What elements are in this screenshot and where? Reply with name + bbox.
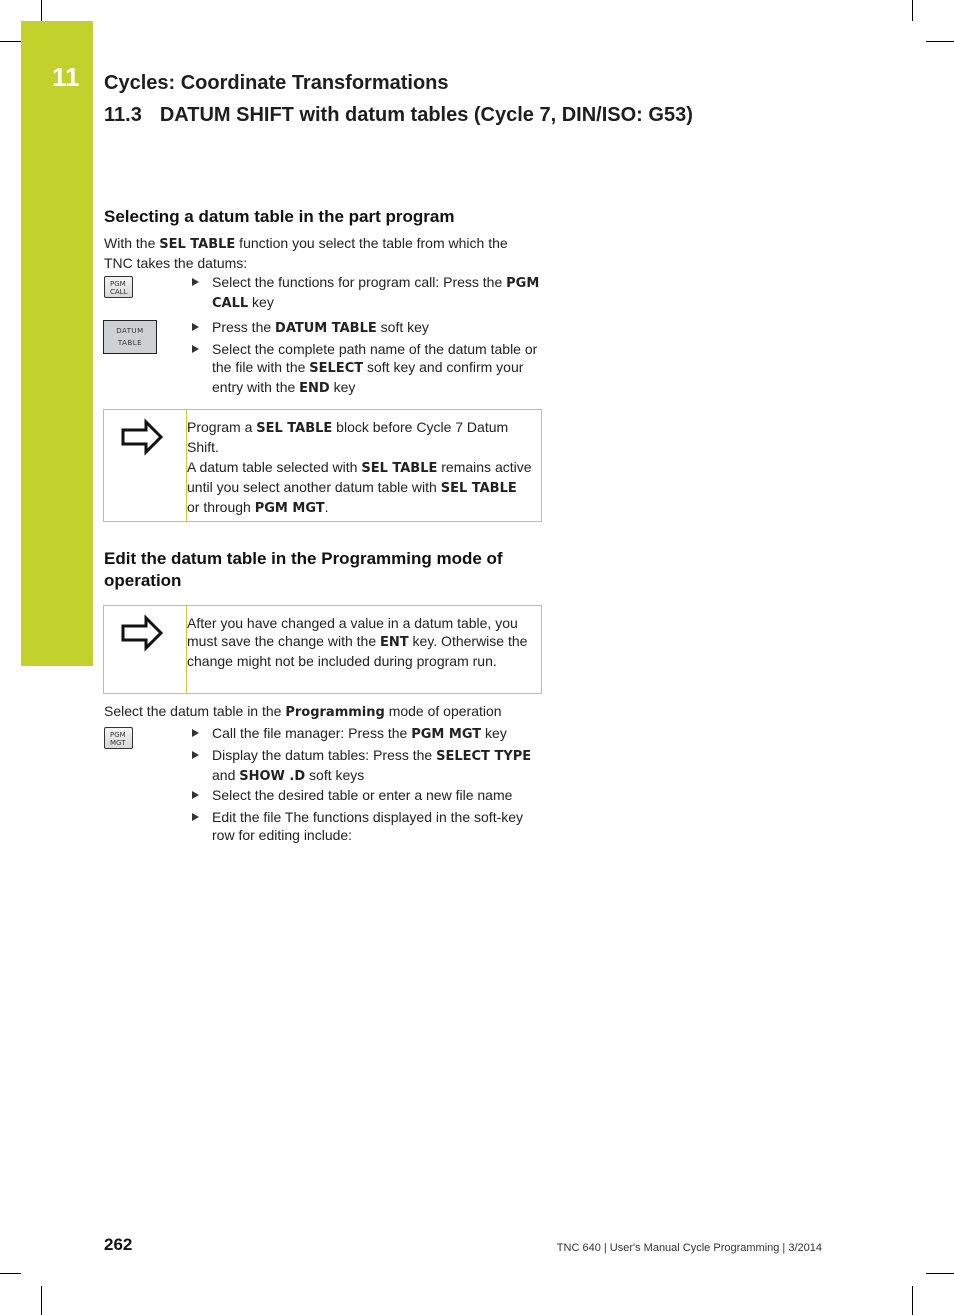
step-text: Select the desired table or enter a new file name [212, 787, 513, 803]
heading-edit-datum-table: Edit the datum table in the Programming mode of operation [104, 549, 503, 590]
intro-text: Select the datum table in the [104, 703, 286, 719]
footer-text: TNC 640 | User's Manual Cycle Programming | 3/2014 [556, 1242, 822, 1254]
step-text: Call the file manager: Press the [212, 725, 412, 741]
pgm-mgt-key-icon [104, 727, 133, 749]
datum-table-softkey-icon [103, 320, 157, 354]
step-text-post: key [481, 725, 507, 741]
key-label-line2: CALL [110, 288, 128, 296]
crop-mark [912, 0, 913, 21]
softkey-label-line2: TABLE [117, 339, 143, 347]
note-key: PGM MGT [254, 501, 325, 516]
step-text-mid: and [212, 767, 240, 783]
intro-text-post: mode of operation [384, 703, 502, 719]
softkey-label-line1: DATUM [116, 327, 144, 335]
step-text: Select the functions for program call: Press the [212, 274, 507, 290]
arrow-right-icon [120, 418, 164, 456]
note-text-mid: remains active until you select another datum table with [187, 459, 532, 495]
step-text-post: key [248, 294, 274, 310]
step-text: Edit the file The functions displayed in the soft-key row for editing include: [212, 809, 524, 843]
note-paragraph-1 [187, 614, 532, 670]
step-text-post: soft key [376, 319, 429, 335]
note-key: ENT [380, 635, 409, 650]
intro-paragraph [104, 234, 536, 272]
note-text-post: key. Otherwise the change might not be included during program run. [187, 633, 528, 669]
note-paragraph-1 [187, 418, 532, 456]
bullet-triangle-icon [192, 813, 199, 821]
intro-key: SEL TABLE [159, 237, 236, 252]
section-title [104, 104, 693, 127]
pgm-call-key-icon [104, 276, 133, 298]
step-text-post: soft keys [305, 767, 365, 783]
note-paragraph-2 [187, 458, 532, 518]
bullet-triangle-icon [192, 751, 199, 759]
page-number: 262 [104, 1235, 133, 1254]
bullet-triangle-icon [192, 278, 199, 286]
crop-mark [0, 41, 21, 42]
step-key: END [299, 381, 330, 396]
intro-text: With the [104, 235, 160, 251]
chapter-tab [21, 21, 93, 666]
step-text: Display the datum tables: Press the [212, 747, 437, 763]
heading-selecting-datum-table: Selecting a datum table in the part program [104, 207, 455, 226]
crop-mark [926, 1273, 954, 1274]
intro-text-post: function you select the table from which the TNC takes the datums: [104, 235, 508, 271]
chapter-number: 11 [52, 62, 80, 92]
note-text: A datum table selected with [187, 459, 362, 475]
intro-paragraph [104, 702, 544, 722]
step-key: SELECT TYPE [436, 749, 532, 764]
step-text-post: key [329, 379, 356, 395]
note-key: SEL TABLE [440, 481, 517, 496]
step-key: PGM CALL [212, 276, 540, 311]
chapter-title: Cycles: Coordinate Transformations [104, 72, 449, 94]
key-label-line2: MGT [110, 739, 126, 747]
bullet-triangle-icon [192, 729, 199, 737]
crop-mark [41, 1286, 42, 1315]
note-box [103, 605, 542, 694]
bullet-triangle-icon [192, 345, 199, 353]
step-key: SELECT [309, 361, 364, 376]
note-text: After you have changed a value in a datum table, you must save the change with the [187, 615, 518, 649]
step-text: Press the [212, 319, 276, 335]
key-label-line1: PGM [110, 731, 126, 739]
key-label-line1: PGM [110, 280, 126, 288]
section-number: 11.3 [104, 104, 142, 126]
section-title-text: DATUM SHIFT with datum tables (Cycle 7, DIN/ISO: G53) [159, 104, 693, 126]
note-box [103, 409, 542, 522]
step-text-mid: soft key and confirm your entry with the [212, 359, 524, 395]
crop-mark [926, 41, 954, 42]
step-key: PGM MGT [411, 727, 482, 742]
note-text: Program a [187, 419, 257, 435]
note-key: SEL TABLE [361, 461, 438, 476]
step-text: Select the complete path name of the datum table or the file with the [212, 341, 538, 375]
crop-mark [41, 0, 42, 21]
step-key: DATUM TABLE [275, 321, 377, 336]
bullet-triangle-icon [192, 791, 199, 799]
note-text-post: . [324, 499, 329, 515]
crop-mark [0, 1273, 21, 1274]
note-text-post: block before Cycle 7 Datum Shift. [187, 419, 509, 455]
note-text-mid: or through [187, 499, 255, 515]
note-key: SEL TABLE [256, 421, 333, 436]
bullet-triangle-icon [192, 323, 199, 331]
arrow-right-icon [120, 614, 164, 652]
crop-mark [912, 1286, 913, 1315]
step-key: SHOW .D [239, 769, 306, 784]
intro-key: Programming [285, 705, 385, 720]
